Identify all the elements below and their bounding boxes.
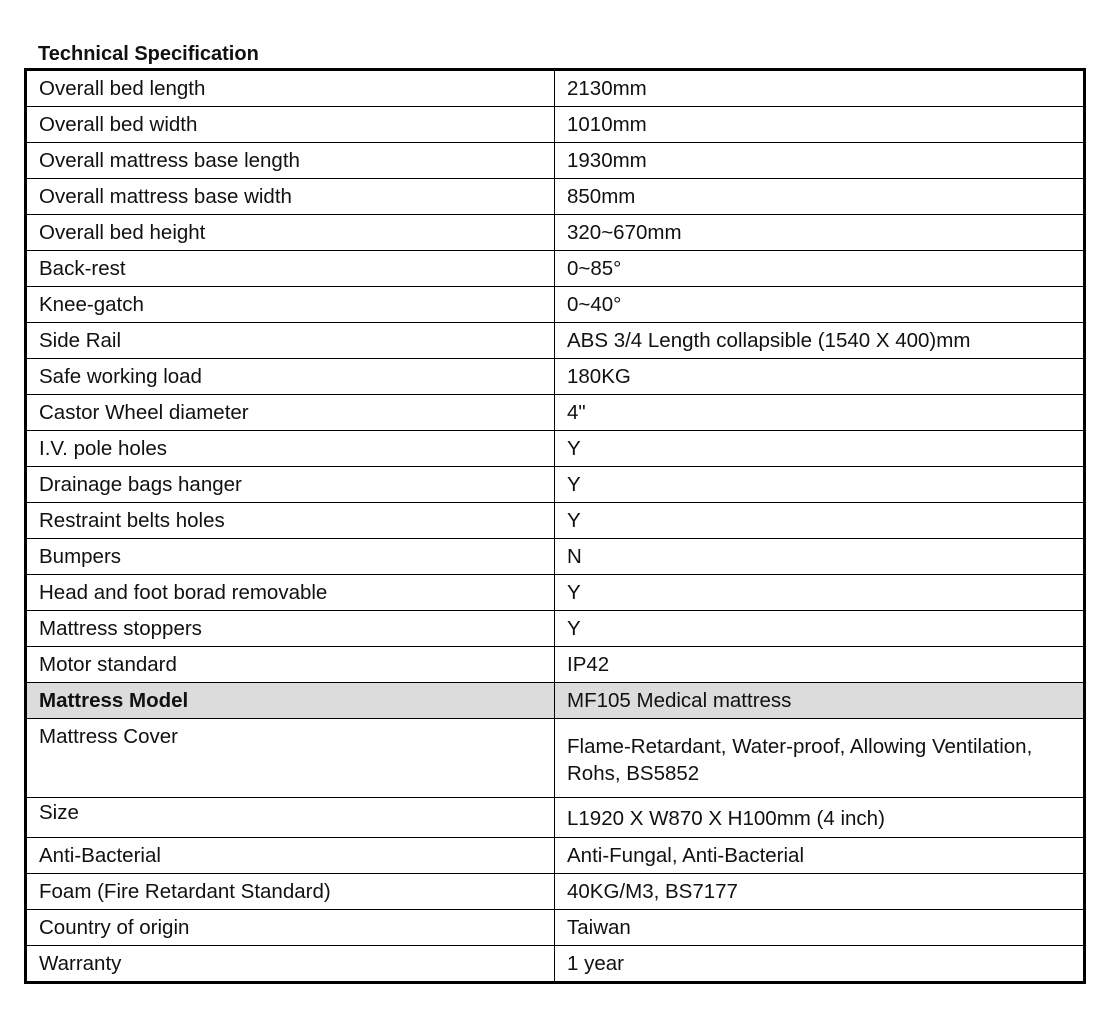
- spec-label: Bumpers: [26, 539, 555, 575]
- table-row: [26, 215, 1085, 251]
- table-row: [26, 946, 1085, 983]
- table-row: [26, 647, 1085, 683]
- table-row: [26, 838, 1085, 874]
- spec-label: Size: [26, 798, 555, 838]
- spec-value: 1930mm: [555, 143, 1085, 179]
- table-row: [26, 611, 1085, 647]
- spec-value: Y: [555, 575, 1085, 611]
- table-row-section-header: [26, 683, 1085, 719]
- spec-value: Y: [555, 467, 1085, 503]
- spec-value: L1920 X W870 X H100mm (4 inch): [555, 798, 1085, 838]
- spec-value: 320~670mm: [555, 215, 1085, 251]
- spec-label: Safe working load: [26, 359, 555, 395]
- spec-label: Side Rail: [26, 323, 555, 359]
- spec-label: Overall bed length: [26, 70, 555, 107]
- table-row: [26, 575, 1085, 611]
- spec-label: Foam (Fire Retardant Standard): [26, 874, 555, 910]
- spec-value: Flame-Retardant, Water-proof, Allowing Ventilation, Rohs, BS5852: [555, 719, 1085, 798]
- spec-value: IP42: [555, 647, 1085, 683]
- spec-label: Overall mattress base width: [26, 179, 555, 215]
- table-row: [26, 874, 1085, 910]
- spec-label: Anti-Bacterial: [26, 838, 555, 874]
- table-row: [26, 395, 1085, 431]
- table-row: [26, 467, 1085, 503]
- spec-value: Anti-Fungal, Anti-Bacterial: [555, 838, 1085, 874]
- table-row: [26, 503, 1085, 539]
- table-row: [26, 910, 1085, 946]
- spec-label: Head and foot borad removable: [26, 575, 555, 611]
- spec-label: Country of origin: [26, 910, 555, 946]
- spec-label: Drainage bags hanger: [26, 467, 555, 503]
- table-row: [26, 251, 1085, 287]
- spec-label: Back-rest: [26, 251, 555, 287]
- table-row: [26, 107, 1085, 143]
- spec-value: 0~85°: [555, 251, 1085, 287]
- spec-value: Y: [555, 431, 1085, 467]
- table-row: [26, 287, 1085, 323]
- spec-value: Y: [555, 611, 1085, 647]
- table-row: [26, 431, 1085, 467]
- spec-value: ABS 3/4 Length collapsible (1540 X 400)mm: [555, 323, 1085, 359]
- spec-label: Restraint belts holes: [26, 503, 555, 539]
- spec-label: Mattress stoppers: [26, 611, 555, 647]
- spec-label: Knee-gatch: [26, 287, 555, 323]
- spec-label: Mattress Cover: [26, 719, 555, 798]
- spec-value: 1010mm: [555, 107, 1085, 143]
- spec-value: 1 year: [555, 946, 1085, 983]
- spec-label: Overall bed width: [26, 107, 555, 143]
- spec-value: Y: [555, 503, 1085, 539]
- table-row: [26, 70, 1085, 107]
- spec-label: Motor standard: [26, 647, 555, 683]
- spec-value: 40KG/M3, BS7177: [555, 874, 1085, 910]
- spec-value: Taiwan: [555, 910, 1085, 946]
- table-row: [26, 719, 1085, 798]
- spec-label: Mattress Model: [26, 683, 555, 719]
- spec-label: Castor Wheel diameter: [26, 395, 555, 431]
- spec-value: 180KG: [555, 359, 1085, 395]
- table-row: [26, 323, 1085, 359]
- spec-value: N: [555, 539, 1085, 575]
- spec-label: Warranty: [26, 946, 555, 983]
- table-row: [26, 798, 1085, 838]
- table-row: [26, 539, 1085, 575]
- spec-value: 0~40°: [555, 287, 1085, 323]
- table-row: [26, 179, 1085, 215]
- spec-label: I.V. pole holes: [26, 431, 555, 467]
- spec-table: [24, 68, 1086, 984]
- spec-title: Technical Specification: [38, 43, 259, 65]
- spec-value: 850mm: [555, 179, 1085, 215]
- table-row: [26, 143, 1085, 179]
- spec-value: MF105 Medical mattress: [555, 683, 1085, 719]
- spec-label: Overall mattress base length: [26, 143, 555, 179]
- spec-value: 4": [555, 395, 1085, 431]
- table-row: [26, 359, 1085, 395]
- spec-value: 2130mm: [555, 70, 1085, 107]
- spec-label: Overall bed height: [26, 215, 555, 251]
